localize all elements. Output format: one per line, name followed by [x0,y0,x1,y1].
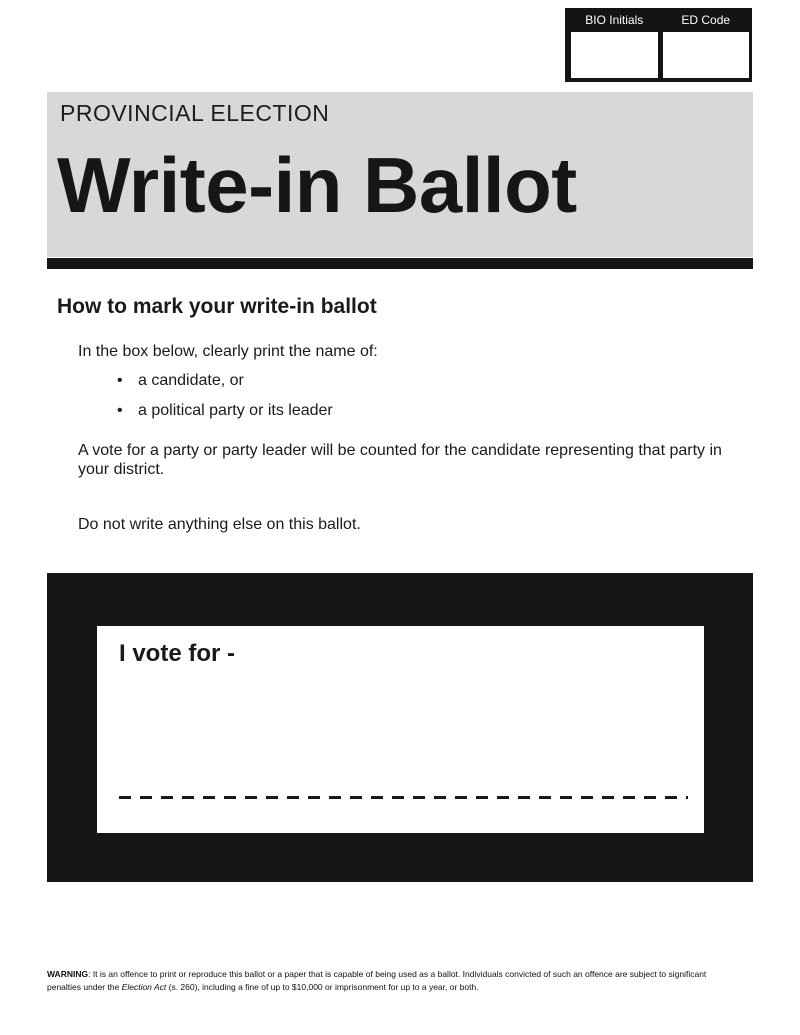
bio-initials-label: BIO Initials [585,13,644,27]
instructions-heading: How to mark your write-in ballot [57,295,377,318]
page-title: Write-in Ballot [57,141,577,229]
do-not-write-note: Do not write anything else on this ballot. [78,516,361,533]
bullet-item-candidate [117,372,244,390]
bio-initials-column [571,8,658,78]
warning-text [47,968,723,994]
party-vote-note [78,441,722,479]
bullet-item-party [117,402,333,420]
vote-for-label: I vote for - [119,640,236,667]
masthead-divider [47,258,753,269]
write-in-guide-line [119,796,688,799]
masthead-band [47,92,753,257]
bio-initials-field[interactable] [571,32,658,78]
ed-code-label: ED Code [681,13,731,27]
warning-body-2: (s. 260), including a fine of up to $10,000 or imprisonment for up to a year, or both. [166,982,479,992]
bullet-icon: • [117,372,123,389]
party-vote-note-line1: A vote for a party or party leader will be counted for the candidate representing that party in [78,442,722,459]
bullet-item-label: a candidate, or [138,372,244,389]
ed-code-column [663,8,750,78]
official-use-box [565,8,752,82]
election-act-reference: Election Act [121,982,167,992]
party-vote-note-line2: your district. [78,461,165,478]
warning-body-1: : It is an offence to print or reproduce this ballot or a paper that is capable of being used as a ballot. Individuals convicted of such an offence are subject to significant penalties under the [47,969,707,992]
ed-code-field[interactable] [663,32,750,78]
election-type-label: PROVINCIAL ELECTION [60,100,330,126]
write-in-area[interactable] [97,626,704,833]
instructions-intro: In the box below, clearly print the name of: [78,343,378,360]
bullet-icon: • [117,402,123,419]
write-in-frame [47,573,753,882]
bullet-item-label: a political party or its leader [138,402,333,419]
warning-prefix: WARNING [47,969,89,979]
